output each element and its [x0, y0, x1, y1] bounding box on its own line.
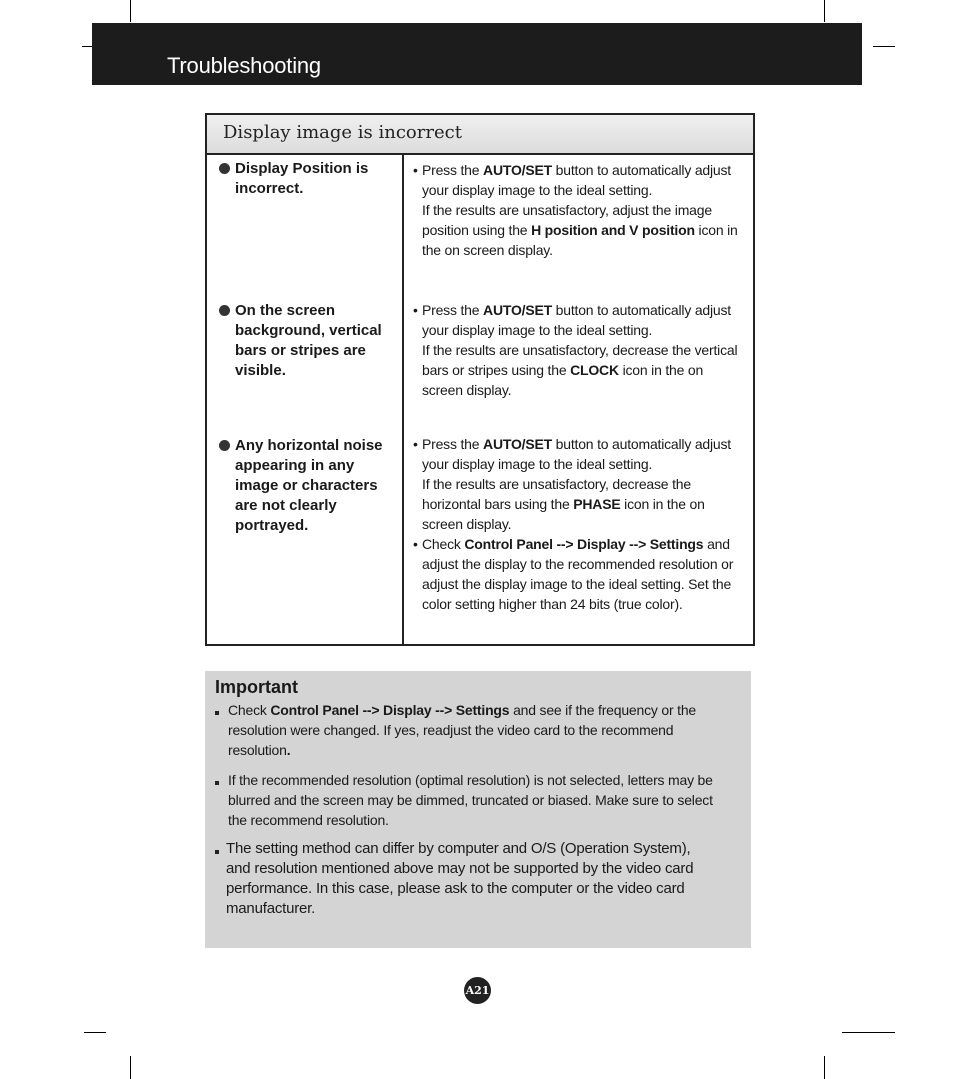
important-text-part: and see if the frequency or the resolution were changed. If yes, readjust the video card to the recommend resolution: [228, 702, 696, 758]
crop-mark: [842, 1032, 895, 1033]
important-text: [215, 700, 715, 760]
square-bullet-icon: [215, 711, 219, 715]
solution-text: Press the: [422, 162, 484, 178]
bullet-icon: •: [413, 536, 418, 552]
bullet-icon: •: [413, 436, 418, 452]
solution-text: If the results are unsatisfactory, decrease the horizontal bars using the: [422, 476, 691, 512]
solution-item: [413, 160, 743, 260]
solution-emphasis: PHASE: [573, 496, 621, 512]
solution-emphasis: AUTO/SET: [483, 162, 552, 178]
crop-mark: [824, 1056, 825, 1079]
crop-mark: [84, 1032, 106, 1033]
solution-text: button to automatically adjust your display image to the ideal setting.: [422, 162, 731, 198]
page-title: Troubleshooting: [167, 53, 321, 78]
solution-text: and adjust the display to the recommended resolution or adjust the display image to the ideal setting. Set the color setting higher than 24 bits (true color).: [422, 536, 734, 612]
solution-emphasis: CLOCK: [570, 362, 619, 378]
problem-item: [217, 436, 387, 536]
solution-block: [413, 434, 743, 614]
problem-text: Display Position is incorrect.: [235, 160, 369, 197]
crop-mark: [130, 0, 131, 22]
important-box: [205, 671, 751, 948]
solution-block: [413, 300, 743, 400]
solution-emphasis: AUTO/SET: [483, 436, 552, 452]
crop-mark: [82, 46, 92, 47]
solution-text: icon in the on screen display.: [422, 496, 705, 532]
solution-emphasis: H position and V position: [531, 222, 695, 238]
solution-item: [413, 434, 743, 534]
bullet-dot-icon: [219, 440, 230, 451]
page-number-badge: A21: [464, 977, 491, 1004]
section-title: Display image is incorrect: [223, 122, 462, 143]
bullet-dot-icon: [219, 305, 230, 316]
crop-mark: [824, 0, 825, 22]
solution-text: Check: [422, 536, 465, 552]
important-item: [215, 700, 715, 760]
crop-mark: [873, 46, 895, 47]
solution-text: icon in the on screen display.: [422, 362, 704, 398]
column-divider: [402, 155, 404, 644]
important-item: [215, 770, 715, 830]
crop-mark: [130, 1056, 131, 1079]
square-bullet-icon: [215, 850, 219, 854]
important-item: [215, 839, 711, 919]
table-header: [207, 115, 753, 155]
important-text: The setting method can differ by computer and O/S (Operation System), and resolution mentioned above may not be supported by the video card performance. In this case, please ask to the computer or the video card manufacturer.: [226, 840, 694, 917]
solution-emphasis: Control Panel --> Display --> Settings: [464, 536, 704, 552]
header-bar: [92, 23, 862, 85]
problem-item: [217, 159, 387, 199]
solution-text: If the results are unsatisfactory, adjust the image position using the: [422, 202, 712, 238]
solution-text: If the results are unsatisfactory, decrease the vertical bars or stripes using the: [422, 342, 738, 378]
bullet-icon: •: [413, 162, 418, 178]
solution-text: Press the: [422, 302, 484, 318]
solution-text: icon in the on screen display.: [422, 222, 738, 258]
solution-text: button to automatically adjust your display image to the ideal setting.: [422, 302, 731, 338]
bullet-icon: •: [413, 302, 418, 318]
solution-item: [413, 300, 743, 400]
important-text-part: Check: [228, 702, 271, 718]
problem-item: [217, 301, 387, 381]
square-bullet-icon: [215, 781, 219, 785]
solution-text: Press the: [422, 436, 484, 452]
important-text: If the recommended resolution (optimal resolution) is not selected, letters may be blurred and the screen may be dimmed, truncated or biased. Make sure to select the recommend resolution.: [228, 772, 713, 828]
solution-item: [413, 534, 743, 614]
solution-block: [413, 160, 743, 260]
important-emphasis: .: [286, 742, 291, 758]
bullet-dot-icon: [219, 163, 230, 174]
problem-text: On the screen background, vertical bars or stripes are visible.: [235, 302, 382, 379]
solution-text: button to automatically adjust your display image to the ideal setting.: [422, 436, 731, 472]
solution-emphasis: AUTO/SET: [483, 302, 552, 318]
important-title: Important: [215, 677, 298, 697]
problem-text: Any horizontal noise appearing in any image or characters are not clearly portrayed.: [235, 437, 383, 534]
troubleshooting-table: [205, 113, 755, 646]
important-emphasis: Control Panel --> Display --> Settings: [270, 702, 510, 718]
